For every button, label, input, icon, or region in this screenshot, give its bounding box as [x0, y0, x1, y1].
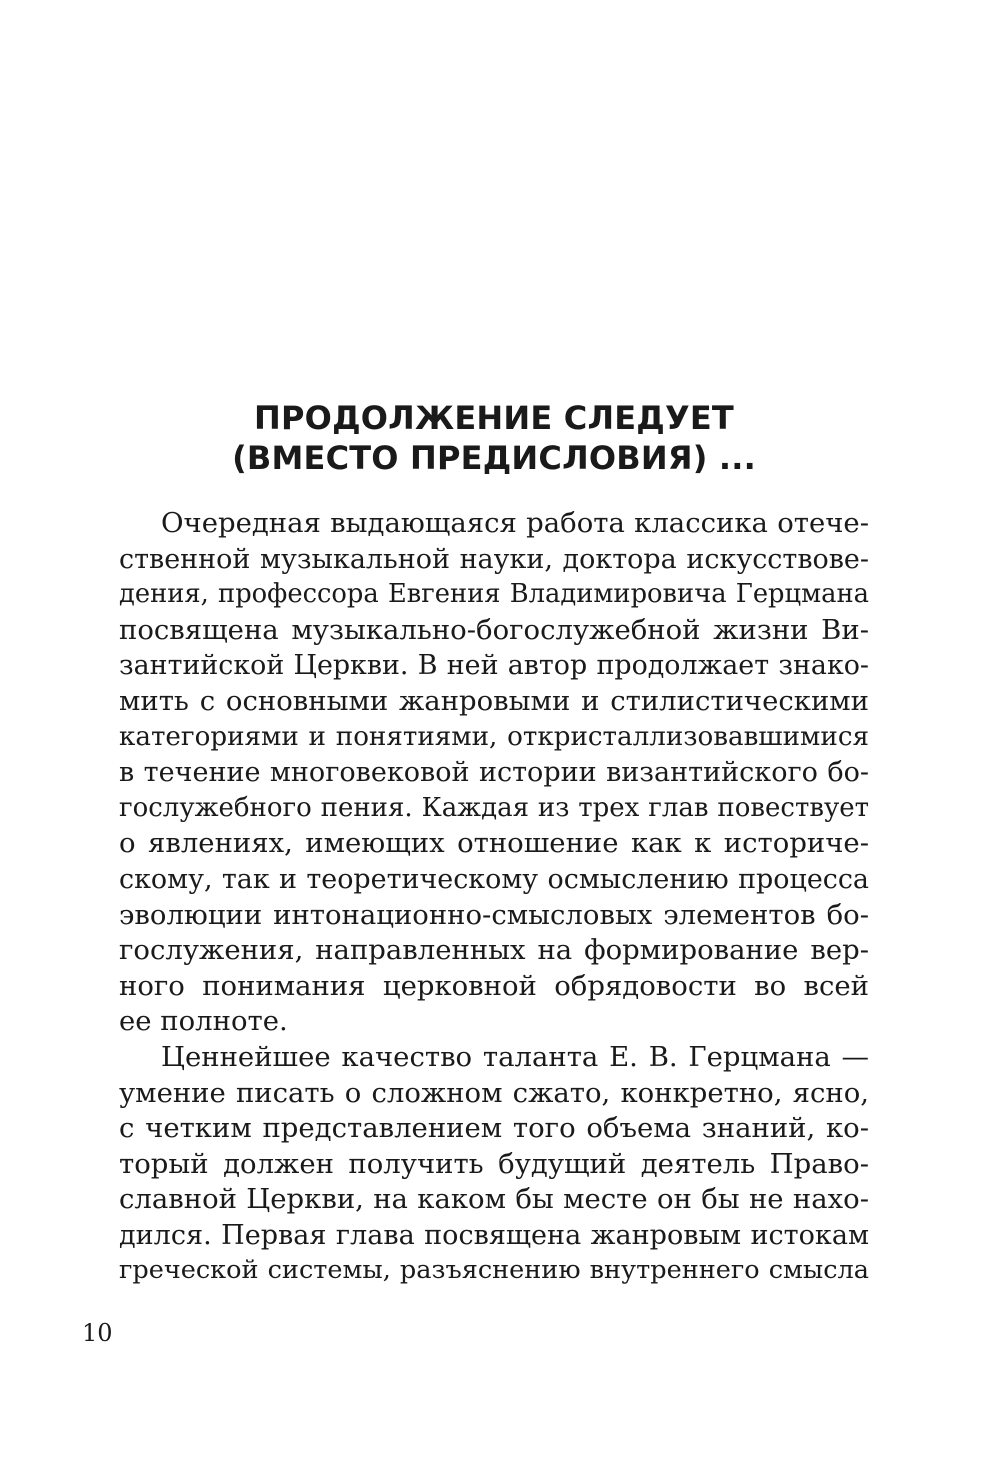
text-line: Очередная выдающаяся работа классика отече- — [161, 507, 869, 539]
text-line: мить с основными жанровыми и стилистическими — [119, 684, 869, 717]
text-line: гослужебного пения. Каждая из трех глав повествует — [119, 792, 869, 823]
text-line: гослужения, направленных на формирование вер- — [119, 934, 869, 967]
text-line: с четким представлением того объема знаний, ко- — [119, 1112, 869, 1145]
text-line: дения, профессора Евгения Владимировича Герцмана — [119, 579, 869, 610]
text-line: дился. Первая глава посвящена жанровым истокам — [119, 1219, 869, 1251]
chapter-title-line-2: (ВМЕСТО ПРЕДИСЛОВИЯ) ... — [232, 439, 756, 477]
page-number: 10 — [82, 1319, 113, 1347]
chapter-title — [119, 398, 869, 478]
text-line: о явлениях, имеющих отношение как к историче- — [119, 827, 869, 860]
text-line: скому, так и теоретическому осмыслению процесса — [119, 863, 869, 895]
text-line: ного понимания церковной обрядовости во всей — [119, 969, 869, 1002]
text-line: ственной музыкальной науки, доктора искусствове- — [119, 543, 869, 575]
text-line: славной Церкви, на каком бы месте он бы не нахо- — [119, 1183, 869, 1216]
text-line: торый должен получить будущий деятель Право- — [119, 1147, 869, 1180]
text-line: Ценнейшее качество таланта Е. В. Герцмана — — [161, 1040, 869, 1073]
body-text — [119, 506, 869, 1289]
paragraph-1 — [119, 506, 869, 1040]
text-line: ее полноте. — [119, 1005, 288, 1038]
text-line: зантийской Церкви. В ней автор продолжает знако- — [119, 650, 869, 682]
text-line: посвящена музыкально-богослужебной жизни Ви- — [119, 613, 869, 646]
paragraph-2 — [119, 1040, 869, 1289]
chapter-title-line-1: ПРОДОЛЖЕНИЕ СЛЕДУЕТ — [254, 399, 734, 437]
text-line: греческой системы, разъяснению внутреннего смысла — [119, 1255, 869, 1286]
text-line: в течение многовековой истории византийского бо- — [119, 757, 869, 789]
text-line: умение писать о сложном сжато, конкретно, ясно, — [119, 1076, 869, 1109]
text-line: категориями и понятиями, откристаллизовавшимися — [119, 721, 869, 752]
text-line: эволюции интонационно-смысловых элементов бо- — [119, 898, 869, 931]
